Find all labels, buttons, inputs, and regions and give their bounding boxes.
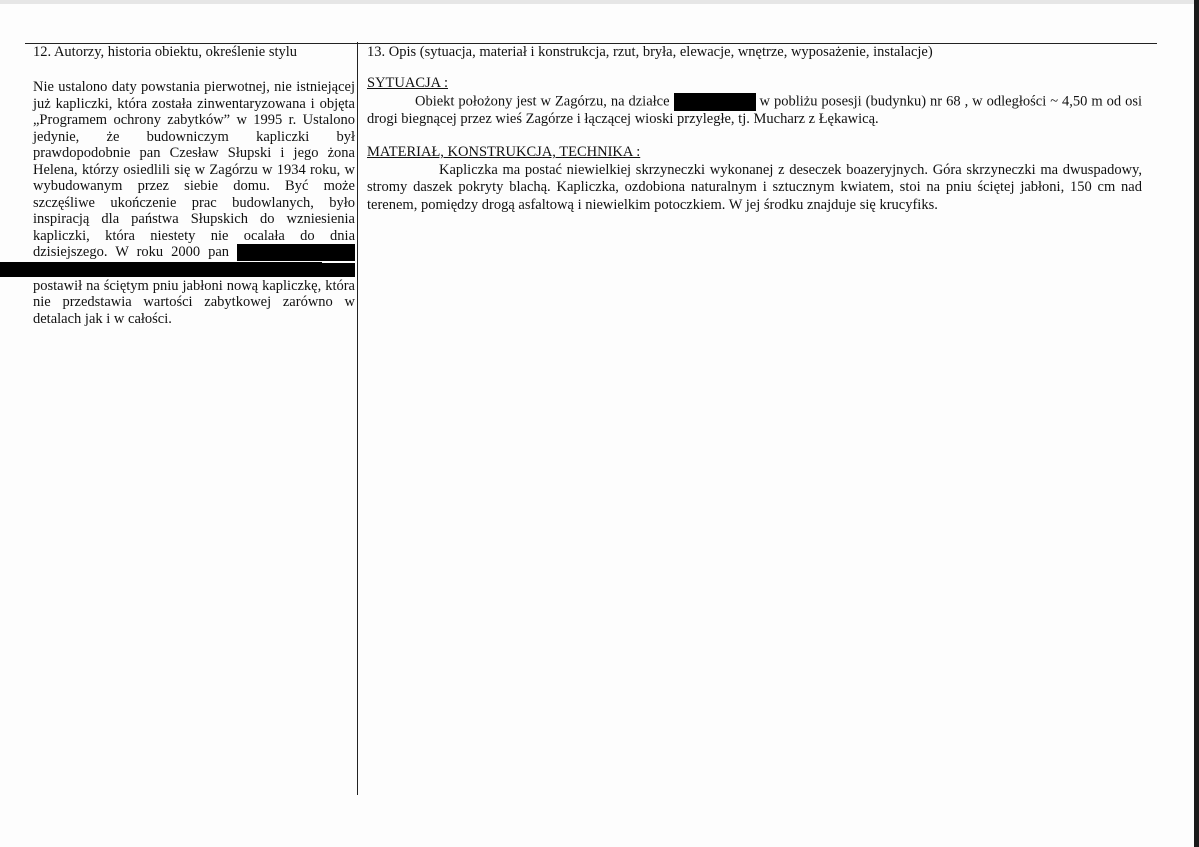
- column-divider: [357, 42, 358, 795]
- history-paragraph-start: Nie ustalono daty powstania pierwotnej, nie istniejącej już kapliczki, która została zinwentaryzowana i objęta „Programem ochrony zabytków” w 1995 r. Ustalono jedynie, że budowniczym kapliczki był prawdopodobnie pan Czesław Słupski i jego żona Helena, którzy osiedlili się w Zagórzu w 1934 roku, w wybudowanym przez siebie domu. Być może szczęśliwe ukończenie prac budowlanych, było inspiracją dla państwa Słupskich do wzniesienia kapliczki, która niestety nie ocalała do dnia dzisiejszego. W roku 2000 pan: [33, 79, 355, 260]
- description-text: [367, 75, 1142, 214]
- section-13-heading: 13. Opis (sytuacja, materiał i konstrukcja, rzut, bryła, elewacje, wnętrze, wyposażenie, instalacje): [367, 44, 933, 60]
- redaction-block: [674, 93, 756, 111]
- scan-edge-right: [1194, 0, 1199, 847]
- material-paragraph: Kapliczka ma postać niewielkiej skrzyneczki wykonanej z deseczek boazeryjnych. Góra skrzyneczki ma dwuspadowy, stromy daszek pokryty blachą. Kapliczka, ozdobiona naturalnym i sztucznym kwiatem, stoi na pniu ściętej jabłoni, 150 cm nad terenem, pomiędzy drogą asfaltową i niewielkim potoczkiem. W jej środku znajduje się krucyfiks.: [367, 161, 1142, 213]
- redaction-block: [295, 263, 355, 277]
- situation-text-after: w pobliżu posesji (budynku) nr 68 , w odległości ~ 4,50 m od osi drogi biegnącej przez wieś Zagórze i łączącej wioski przyległe, tj. Mucharz z Łękawicą.: [367, 92, 1143, 127]
- situation-paragraph: [367, 93, 1142, 129]
- history-text: [33, 79, 355, 327]
- section-12-heading: 12. Autorzy, historia obiektu, określenie stylu: [33, 44, 298, 60]
- spacer: [367, 128, 1142, 144]
- situation-heading: SYTUACJA :: [367, 75, 448, 91]
- situation-text-before: Obiekt położony jest w Zagórzu, na działce: [415, 92, 670, 109]
- material-heading: MATERIAŁ, KONSTRUKCJA, TECHNIKA :: [367, 144, 641, 160]
- history-paragraph: [33, 79, 355, 327]
- redaction-block: [0, 262, 322, 277]
- scan-edge-top: [0, 0, 1199, 4]
- history-paragraph-end: postawił na ściętym pniu jabłoni nową kapliczkę, która nie przedstawia wartości zabytkowej zarówno w detalach jak i w całości.: [33, 277, 355, 327]
- redaction-block: [237, 244, 355, 261]
